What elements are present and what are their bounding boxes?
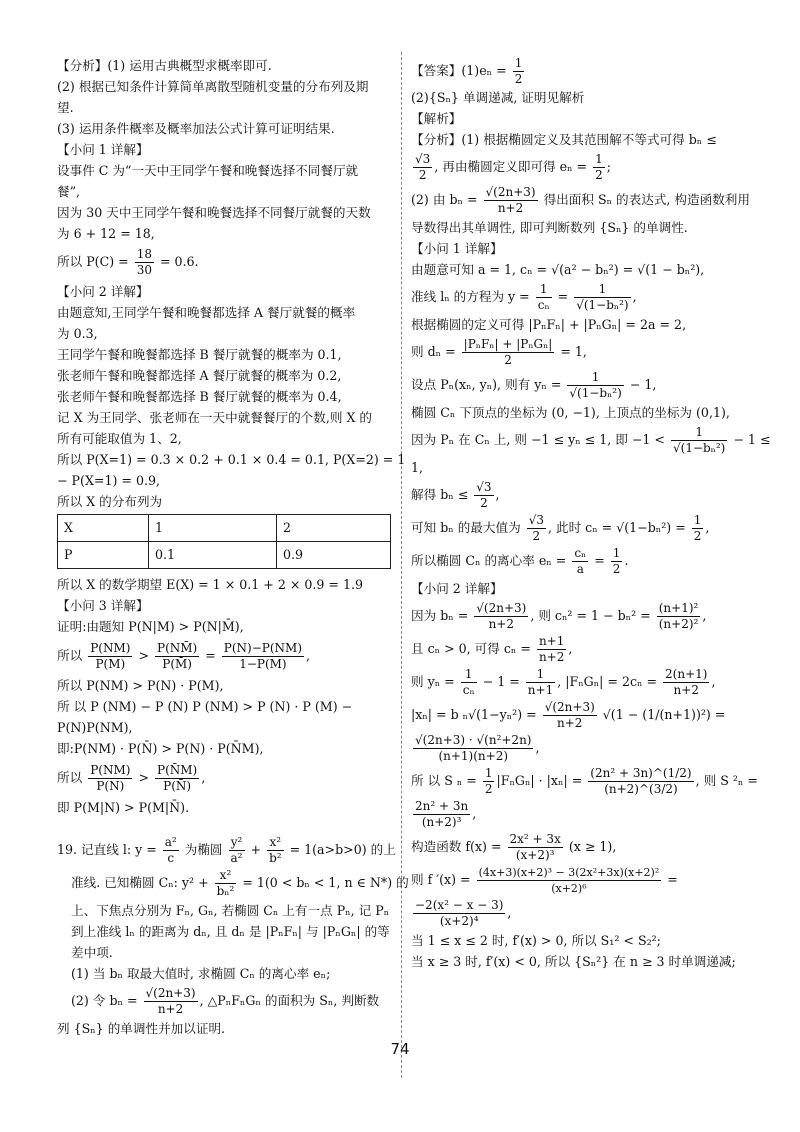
analysis-line-1b: $\frac{√3}{2}$ , 再由椭圆定义即可得 eₙ = $\frac{1}{2}$ ; xyxy=(415,152,611,182)
q2-detail-label: 【 小问 2 详解 】 xyxy=(57,282,391,302)
q1-result-line: 所以 P(C) = $\frac{18}{30}$ = 0.6. xyxy=(57,247,199,277)
problem-19-line: 差中项. xyxy=(71,945,113,960)
q2-line: 则 f ′(x) = $\frac{\text{(4x+3)(x+2)³ − 3(2x²+3x)(x+2)²}}{\text{(x+2)⁶}}$ = xyxy=(411,866,678,895)
column-divider xyxy=(401,52,402,1078)
analysis-line-2: (2) 由 bₙ = $\frac{√(2n+3)}{n+2}$ 得出面积 Sₙ 的表达式, 构造函数利用 xyxy=(411,185,750,215)
problem-19-line-1: 19. 记直线 l: y = $\frac{\text{a²}}{c}$ 为椭圆 $\frac{\text{y²}}{\text{a²}}$ + $\frac{\text{x²}}{\text{b²}}$ = 1(a>b>0) 的上 xyxy=(57,835,396,865)
q2-line: 当 1 ≤ x ≤ 2 时, f′(x) > 0, 所以 S₁² < S₂²; xyxy=(411,933,661,948)
q2-line: 王同学午餐和晚餐都选择 B 餐厅就餐的概率为 0.1, xyxy=(57,347,342,362)
answer-line-1: 【 答案 】 (1)eₙ = $\frac{1}{2}$ xyxy=(411,56,748,87)
problem-19-line: 上、下焦点分别为 Fₙ, Gₙ, 若椭圆 Cₙ 上有一点 Pₙ, 记 Pₙ xyxy=(71,903,390,918)
q2-line: $\frac{\text{−2(x² − x − 3)}}{\text{(x+2)⁴}}$ , xyxy=(415,898,512,928)
q2-line: 构造函数 f(x) = $\frac{\text{2x² + 3x}}{\text{(x+2)³}}$ (x ≥ 1), xyxy=(411,832,617,862)
q1-detail-label: 【 小问 1 详解 】 xyxy=(57,140,391,160)
problem-19-line: 到上准线 lₙ 的距离为 dₙ, 且 dₙ 是 |PₙFₙ| 与 |PₙGₙ| 的等 xyxy=(71,924,390,939)
q1-line: 因为 30 天中王同学午餐和晚餐选择不同餐厅就餐的天数 xyxy=(57,205,371,220)
q1-line: 所以椭圆 Cₙ 的离心率 eₙ = $\frac{\text{cₙ}}{a}$ = $\frac{1}{2}$ . xyxy=(411,546,629,576)
table-cell: P xyxy=(58,542,149,569)
expectation-line: 所以 X 的数学期望 E(X) = 1 × 0.1 + 2 × 0.9 = 1.9 xyxy=(57,577,364,592)
table-row xyxy=(58,515,391,542)
q2-line: 所以 X 的分布列为 xyxy=(57,494,163,509)
q2-line: 张老师午餐和晚餐都选择 A 餐厅就餐的概率为 0.2, xyxy=(57,368,342,383)
q2-line: 所有可能取值为 1、2, xyxy=(57,431,182,446)
fraction: $\frac{√3}{2}$ xyxy=(476,480,492,510)
table-row xyxy=(58,542,391,569)
table-cell: 0.9 xyxy=(277,542,391,569)
solution-label: 【 解析 】 xyxy=(411,109,748,129)
fraction: $\frac{\text{(n+1)²}}{\text{(n+2)²}}$ xyxy=(658,601,699,631)
answer-label: 【 答案 】 xyxy=(411,63,461,78)
q2-line: 因为 bₙ = $\frac{√(2n+3)}{n+2}$ , 则 cₙ² = 1 − bₙ² = $\frac{\text{(n+1)²}}{\text{(n+2)²}}$ , xyxy=(411,601,707,631)
fraction: $\frac{\text{cₙ}}{a}$ xyxy=(574,546,587,576)
q1-line: 根据椭圆的定义可得 |PₙFₙ| + |PₙGₙ| = 2a = 2, xyxy=(411,317,687,332)
fraction: $\frac{n+1}{n+2}$ xyxy=(538,634,565,664)
table-cell: 0.1 xyxy=(149,542,277,569)
fraction: $\frac{1}{2}$ xyxy=(484,766,493,796)
analysis-line-1: 【 分析 】 (1) 根据椭圆定义及其范围解不等式可得 bₙ ≤ xyxy=(411,130,748,150)
analysis-line-3: (3) 运用条件概率及概率加法公式计算可证明结果. xyxy=(57,121,335,136)
q2-line: 当 x ≥ 3 时, f′(x) < 0, 所以 {Sₙ²} 在 n ≥ 3 时单调递减; xyxy=(411,954,736,969)
analysis-line-2b: 望. xyxy=(57,100,74,115)
q2-line: 张老师午餐和晚餐都选择 B 餐厅就餐的概率为 0.4, xyxy=(57,389,342,404)
q1-line: 由题意可知 a = 1, cₙ = √(a² − bₙ²) = √(1 − bₙ²), xyxy=(411,262,705,277)
q2-line: |xₙ| = b ₙ√(1−yₙ²) = $\frac{√(2n+3)}{n+2}$ √(1 − (1/(n+1))²) = xyxy=(411,700,726,730)
q1-line: 为 6 + 12 = 18, xyxy=(57,226,155,241)
problem-19-q2: (2) 令 bₙ = $\frac{√(2n+3)}{n+2}$ , △PₙFₙGₙ 的面积为 Sₙ, 判断数 xyxy=(71,986,380,1016)
fraction: $\frac{\text{−2(x² − x − 3)}}{\text{(x+2)⁴}}$ xyxy=(415,898,504,928)
q3-line: 即 P(M|N) > P(M|N̄). xyxy=(57,800,190,815)
answer-line-2: (2){Sₙ} 单调递减, 证明见解析 xyxy=(411,90,585,105)
q1-line: 准线 lₙ 的方程为 y = $\frac{1}{\text{cₙ}}$ = $\frac{1}{\text{√(1−bₙ²)}}$ , xyxy=(411,282,637,312)
q1-line: 设事件 C 为“一天中王同学午餐和晚餐选择不同餐厅就 xyxy=(57,163,359,178)
q2-line: 所以 P(X=1) = 0.3 × 0.2 + 0.1 × 0.4 = 0.1, P(X=2) = 1 xyxy=(57,452,406,467)
fraction: $\frac{1}{n+1}$ xyxy=(527,667,554,697)
q1-line: 设点 Pₙ(xₙ, yₙ), 则有 yₙ = $\frac{1}{\text{√(1−bₙ²)}}$ − 1, xyxy=(411,370,657,400)
fraction: $\frac{\text{2n² + 3n}}{\text{(n+2)³}}$ xyxy=(415,799,469,829)
q2-line: 由题意知,王同学午餐和晚餐都选择 A 餐厅就餐的概率 xyxy=(57,305,356,320)
q2-line: 为 0.3, xyxy=(57,326,98,341)
fraction: $\frac{√3}{2}$ xyxy=(528,513,544,543)
q2-line: $\frac{\text{√(2n+3) · √(n²+2n)}}{(n+1)(n+2)}$ , xyxy=(415,733,540,763)
fraction: $\frac{1}{\text{√(1−bₙ²)}}$ xyxy=(576,282,629,312)
fraction: $\frac{√(2n+3)}{n+2}$ xyxy=(485,185,536,215)
table-cell: X xyxy=(58,515,149,542)
analysis-label: 【 分析 】 xyxy=(411,132,461,147)
q3-line: 所 以 P (NM) − P (N) P (NM) > P (N) · P (M) − xyxy=(57,699,353,714)
fraction: $\frac{P(N̄M)}{P(N̄)}$ xyxy=(157,763,198,793)
fraction: $\frac{\text{(4x+3)(x+2)³ − 3(2x²+3x)(x+2)²}}{\text{(x+2)⁶}}$ xyxy=(478,866,660,895)
q1-detail-label: 【 小问 1 详解 】 xyxy=(411,239,748,259)
analysis-label: 【 分析 】 xyxy=(57,58,107,73)
q3-fraction-line: 所以 $\frac{P(NM)}{P(M)}$ > $\frac{P(NM̄)}{P(M̄)}$ = $\frac{P(N)-P(NM)}{1-P(M)}$ , xyxy=(57,641,311,671)
analysis-line-1: 【 分析 】 (1) 运用古典概型求概率即可. xyxy=(57,56,391,76)
page-number: 74 xyxy=(390,1040,410,1058)
fraction: $\frac{1}{2}$ xyxy=(612,546,621,576)
fraction: $\frac{\text{2x² + 3x}}{\text{(x+2)³}}$ xyxy=(509,832,561,862)
fraction: $\frac{1}{\text{cₙ}}$ xyxy=(462,667,475,697)
fraction: $\frac{1}{\text{√(1−bₙ²)}}$ xyxy=(672,425,726,455)
fraction: $\frac{1}{2}$ xyxy=(514,56,523,86)
q1-line: 则 dₙ = $\frac{\text{|PₙFₙ| + |PₙGₙ|}}{2}$ = 1, xyxy=(411,337,587,367)
q1-line: 可知 bₙ 的最大值为 $\frac{√3}{2}$ , 此时 cₙ = √(1−bₙ²) = $\frac{1}{2}$ , xyxy=(411,513,710,543)
fraction: $\frac{√(2n+3)}{n+2}$ xyxy=(476,601,527,631)
fraction: $\frac{P(NM)}{P(M)}$ xyxy=(90,641,131,671)
problem-19-line-2: 准线. 已知椭圆 Cₙ: y² + $\frac{\text{x²}}{\text{bₙ²}}$ = 1(0 < bₙ < 1, n ∈ N*) 的 xyxy=(71,868,409,898)
q3-fraction-line: 所以 $\frac{P(NM)}{P(N)}$ > $\frac{P(N̄M)}{P(N̄)}$ , xyxy=(57,763,206,793)
q2-line: − P(X=1) = 0.9, xyxy=(57,473,160,488)
fraction: $\frac{P(N)-P(NM)}{1-P(M)}$ xyxy=(223,641,303,671)
q2-line: 所 以 S ₙ = $\frac{1}{2}$ |FₙGₙ| · |xₙ| = $\frac{\text{(2n² + 3n)\textasciicircum{}(1/2)}}{(n+2)\^{}(3/2)}$ , 则 S ²ₙ = xyxy=(411,766,758,796)
q1-line: 餐”, xyxy=(57,184,81,199)
q2-line: 则 yₙ = $\frac{1}{\text{cₙ}}$ − 1 = $\frac{1}{n+1}$ , |FₙGₙ| = 2cₙ = $\frac{2(n+1)}{n+2}$ , xyxy=(411,667,716,697)
fraction: $\frac{1}{\text{√(1−bₙ²)}}$ xyxy=(569,370,622,400)
table-cell: 1 xyxy=(149,515,277,542)
q2-line: 记 X 为王同学、张老师在一天中就餐餐厅的个数,则 X 的 xyxy=(57,410,373,425)
fraction: $\frac{1}{2}$ xyxy=(595,152,603,182)
q2-line: $\frac{\text{2n² + 3n}}{\text{(n+2)³}}$ , xyxy=(415,799,477,829)
distribution-table xyxy=(57,514,391,569)
fraction: $\frac{√3}{2}$ xyxy=(415,152,431,182)
fraction: $\frac{√(2n+3)}{n+2}$ xyxy=(544,700,595,730)
q2-detail-label: 【 小问 2 详解 】 xyxy=(411,579,748,599)
q2-line: 且 cₙ > 0, 可得 cₙ = $\frac{n+1}{n+2}$ , xyxy=(411,634,573,664)
q1-line: 1, xyxy=(411,460,424,475)
fraction: $\frac{1}{2}$ xyxy=(693,513,702,543)
fraction: $\frac{18}{30}$ xyxy=(136,247,152,277)
fraction: $\frac{√(2n+3)}{n+2}$ xyxy=(145,986,196,1016)
fraction: $\frac{P(NM̄)}{P(M̄)}$ xyxy=(157,641,198,671)
q1-line: 解得 bₙ ≤ $\frac{√3}{2}$ , xyxy=(411,480,500,510)
analysis-line-2a: (2) 根据已知条件计算简单离散型随机变量的分布列及期 xyxy=(57,79,369,94)
table-cell: 2 xyxy=(277,515,391,542)
fraction: $\frac{\text{x²}}{\text{bₙ²}}$ xyxy=(216,868,235,898)
q3-detail-label: 【 小问 3 详解 】 xyxy=(57,596,391,616)
q3-line: 证明:由题知 P(N|M) > P(N|M̄), xyxy=(57,619,244,634)
fraction: $\frac{\text{(2n² + 3n)\textasciicircum{}(1/2)}}{(n+2)\^{}(3/2)}$ xyxy=(590,766,692,796)
q1-line: 椭圆 Cₙ 下顶点的坐标为 (0, −1), 上顶点的坐标为 (0,1), xyxy=(411,405,730,420)
fraction: $\frac{\text{|PₙFₙ| + |PₙGₙ|}}{2}$ xyxy=(463,337,553,367)
fraction: $\frac{\text{x²}}{\text{b²}}$ xyxy=(269,835,282,865)
q1-line: 因为 Pₙ 在 Cₙ 上, 则 −1 ≤ yₙ ≤ 1, 即 −1 < $\frac{1}{\text{√(1−bₙ²)}}$ − 1 ≤ xyxy=(411,425,771,455)
fraction: $\frac{1}{\text{cₙ}}$ xyxy=(537,282,550,312)
fraction: $\frac{P(NM)}{P(N)}$ xyxy=(90,763,131,793)
problem-19-line: 列 {Sₙ} 的单调性并加以证明. xyxy=(57,1021,226,1036)
fraction: $\frac{\text{a²}}{c}$ xyxy=(164,835,177,865)
q3-line: 所以 P(NM) > P(N) · P(M), xyxy=(57,678,224,693)
fraction: $\frac{\text{√(2n+3) · √(n²+2n)}}{(n+1)(n+2)}$ xyxy=(415,733,532,763)
fraction: $\frac{2(n+1)}{n+2}$ xyxy=(665,667,708,697)
analysis-line-2b: 导数得出其单调性, 即可判断数列 {Sₙ} 的单调性. xyxy=(411,220,688,235)
q3-line: 即:P(NM) · P(N̄) > P(N) · P(N̄M), xyxy=(57,741,264,756)
q3-line: P(N)P(NM), xyxy=(57,720,133,735)
left-column xyxy=(57,56,409,1040)
fraction: $\frac{\text{y²}}{\text{a²}}$ xyxy=(230,835,243,865)
problem-19-q1: (1) 当 bₙ 取最大值时, 求椭圆 Cₙ 的离心率 eₙ; xyxy=(71,966,331,981)
right-column xyxy=(411,56,771,973)
